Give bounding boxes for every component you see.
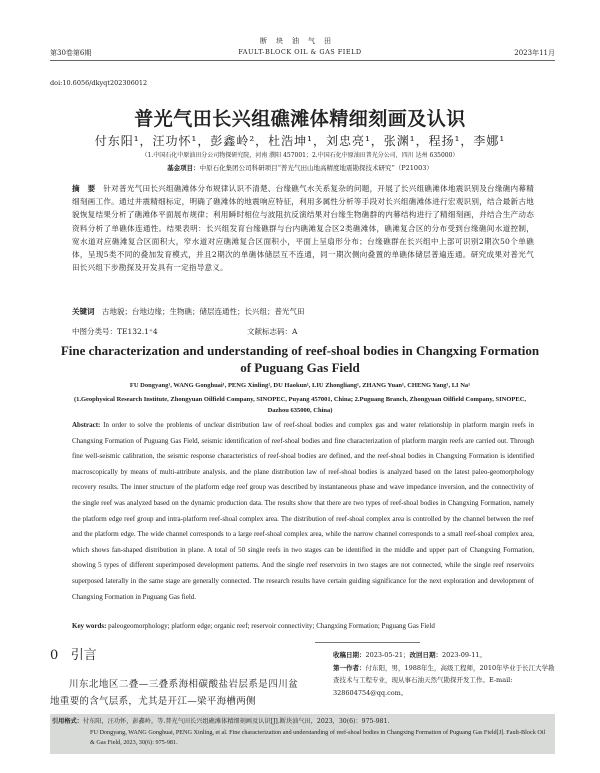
revised-label: 改回日期：: [409, 651, 442, 659]
keywords-en-label: Key words:: [72, 622, 107, 630]
revised-date: 2023-09-11。: [441, 651, 486, 659]
abstract-cn-text: 针对普光气田长兴组礁滩体分布规律认识不清楚、台缘礁气水关系复杂的问题，开展了长兴组礁滩体地震识别及台缘礁内幕精细刻画工作。通过井震精细标定，明确了礁滩体的地震响应特征，利用多属性分析等手段对长兴组礁滩体进行宏观识别，结合最新古地貌恢复结果分析了礁滩体平面展布规律；利用瞬时相位与波阻抗反演结果对台缘生物礁群的内幕结构进行了精细刻画，并结合生产动态资料分析了单礁体连通性。结果表明：长兴组发育台缘礁群与台内礁滩复合区2类礁滩体，礁滩复合区的分布受到台缘礁间水道控制，宽水道对应礁滩复合区面积大，窄水道对应礁滩复合区面积小，平面上呈扇形分布；台缘礁群在长兴组中上部可识别2期次50个单礁体，呈现5类不同的叠加发育模式，并且2期次的单礁体储层互不连通，同一期次侧向叠置的单礁体储层普遍连通。研究成果对普光气田长兴组下步勘探及开发具有一定指导意义。: [72, 184, 535, 273]
first-author-label: 第一作者：: [333, 663, 366, 672]
footnote-divider: [315, 642, 420, 643]
doi: doi:10.6056/dkyqt202306012: [50, 79, 148, 87]
authors-cn: 付东阳¹，汪功怀¹，彭鑫岭²，杜浩坤¹，刘忠亮¹，张渊¹，程扬¹，李娜¹: [94, 134, 506, 148]
keywords-en-text: paleogeomorphology; platform edge; organic reef; reservoir connectivity; Changxing Formation; Puguang Gas Field: [108, 622, 435, 630]
issue-date: 2023年11月: [514, 49, 555, 57]
funding-text: 中原石化集团公司科研项目“普光气田山地高精度地震勘探技术研究”（P21003）: [199, 164, 433, 172]
funding-label: 基金项目：: [167, 164, 200, 172]
abstract-en: [72, 418, 534, 605]
header-divider: [50, 60, 555, 61]
citation-label: 引用格式：: [52, 718, 83, 725]
volume-issue: 第30卷第6期: [50, 49, 92, 57]
citation-en: FU Dongyang, WANG Gonghuai, PENG Xinling, et al. Fine characterization and understanding of reef-shoal bodies in Changxing Formation of Puguang Gas Field[J]. Fault-Block Oil & Gas Field, 2023, 30(6): 975-981.: [90, 728, 546, 746]
classification-number: 中图分类号：TE132.1⁺4: [72, 327, 158, 336]
affiliation-en: (1.Geophysical Research Institute, Zhongyuan Oilfield Company, SINOPEC, Puyang 457001, China; 2.Puguang Branch, Zhongyuan Oilfield Company, SINOPEC, Dazhou 635000, China): [73, 396, 527, 414]
abstract-cn: [72, 182, 534, 274]
abstract-en-text: In order to solve the problems of unclear distribution law of reef-shoal bodies and complex gas and water relationship in platform margin reefs in Changxing Formation of Puguang Gas Field, seismic identification of reef-shoal bodies and fine characterization of platform margin reefs are carried out. Through fine well-seismic calibration, the seismic response characteristics of reef-shoal bodies are defined, and the reef-shoal bodies in Changxing Formation is identified macroscopically by means of multi-attribute analysis, and the plane distribution law of reef-shoal bodies is analyzed based on the latest paleo-geomorphology recovery results. The inner structure of the platform edge reef group was described by instantaneous phase and wave impedance inversion, and the connectivity of the single reef was analyzed based on the dynamic production data. The results show that there are two types of reef-shoal bodies in Changxing Formation, namely the platform edge reef group and intra-platform reef-shoal complex area. The distribution of reef-shoal complex area is controlled by the channel between the reef and the platform edge. The wide channel corresponds to a large reef-shoal complex area, while the narrow channel corresponds to a small reef-shoal complex area, which shows fan-shaped distribution in plane. A total of 50 single reefs in two stages can be identified in the middle and upper part of Changxing Formation, showing 5 types of different superimposed development patterns. And the single reef reservoirs in two stages are not connected, while the single reef reservoirs superposed laterally in the same stage are generally connected. The research results have certain guiding significance for the next exploration and development of Changxing Formation in Puguang Gas field.: [72, 421, 534, 601]
funding: [0, 163, 600, 172]
journal-name-en: FAULT-BLOCK OIL & GAS FIELD: [238, 48, 362, 56]
footnotes: [333, 649, 555, 699]
first-author-note: [333, 662, 555, 700]
keywords-en: [72, 622, 552, 631]
document-code: 文献标志码：A: [247, 327, 298, 336]
received-dates: [333, 649, 555, 662]
citation-cn: [50, 714, 555, 728]
received-label: 收稿日期：: [333, 651, 366, 659]
citation-cn-text: 付东阳，汪功怀，彭鑫岭，等.普光气田长兴组礁滩体精细刻画及认识[J].断块油气田，2023，30(6)：975-981.: [82, 718, 390, 725]
first-author-text: 付东阳，男，1988年生，高级工程师，2010年毕业于长江大学勘查技术与工程专业，现从事石油天然气勘探开发工作。E-mail: 328604754@qq.com。: [333, 663, 555, 697]
section-number: 0: [50, 648, 59, 663]
authors-en: FU Dongyang¹, WANG Gonghuai¹, PENG Xinling², DU Haokun¹, LIU Zhongliang¹, ZHANG Yuan¹, CHENG Yang¹, LI Na¹: [129, 382, 471, 389]
received-date: 2023-05-21；: [365, 651, 410, 659]
section-heading-intro: [50, 644, 97, 663]
abstract-en-label: Abstract:: [72, 421, 101, 429]
journal-name-cn: 断块油气田: [260, 37, 340, 45]
intro-paragraph: 川东北地区二叠—三叠系海相碳酸盐岩层系是四川盆地重要的含气层系，尤其是开江—梁平海槽两侧: [50, 679, 298, 707]
page-title: 普光气田长兴组礁滩体精细刻画及认识: [134, 108, 466, 130]
section-title: 引言: [70, 648, 97, 663]
keywords-cn: [72, 306, 305, 317]
affiliation-cn: （1.中国石化中原油田分公司物探研究院，河南 濮阳 457001；2.中国石化中原油田普光分公司，四川 达州 635000）: [141, 152, 459, 159]
citation-box: [50, 714, 555, 754]
abstract-cn-label: 摘 要: [72, 184, 96, 193]
title-en: Fine characterization and understanding of reef-shoal bodies in Changxing Formation of Puguang Gas Field: [60, 343, 540, 375]
keywords-cn-label: 关键词: [72, 307, 95, 316]
keywords-cn-text: 古地貌；台地边缘；生物礁；储层连通性；长兴组；普光气田: [102, 307, 305, 316]
